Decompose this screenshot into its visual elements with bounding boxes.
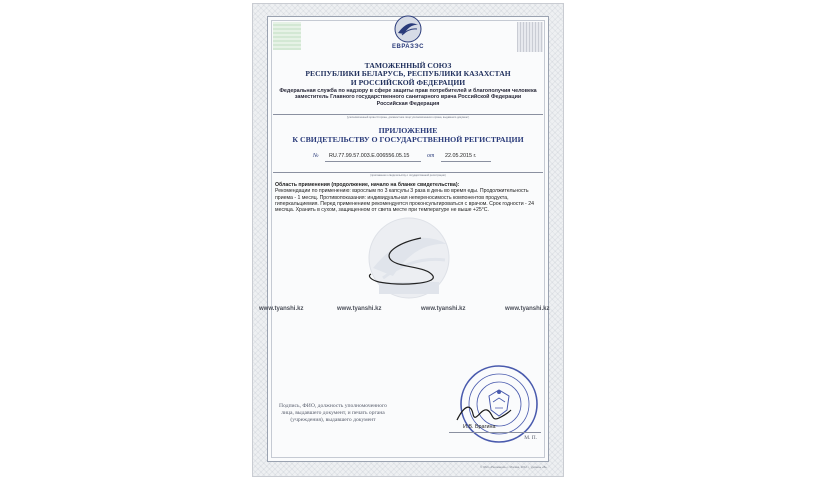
printer-note: © ЗАО «Реновация» г. Москва, 2012 г., уровень «В» — [480, 465, 547, 469]
title-line: ПРИЛОЖЕНИЕ — [378, 126, 438, 135]
union-line: И РОССИЙСКОЙ ФЕДЕРАЦИИ — [350, 77, 466, 87]
scope-text: Рекомендации по применению: взрослым по 3 капсулы 3 раза в день во время еды. Продолжительность приема - 1 месяц. Противопоказания: индивидуальная непереносимость компонентов продукта, гиперкальциемия. Перед применением рекомендуется проконсультироваться с врачом. Срок годности - 24 месяца. Хранить в сухом, защищенном от света месте при температуре не выше +25°С. — [275, 188, 534, 214]
signature-scribble-icon — [361, 232, 451, 292]
date-label: от — [427, 153, 435, 159]
agency-line: заместитель Главного государственного санитарного врача Российской Федерации — [294, 94, 522, 101]
hologram-corner-left — [273, 22, 301, 50]
certificate-sheet — [253, 4, 563, 476]
agency-line: Российская Федерация — [376, 100, 440, 107]
watermark-url: www.tyanshi.kz — [337, 306, 382, 312]
number-underline — [325, 161, 421, 162]
document-title — [253, 127, 563, 145]
watermark-url: www.tyanshi.kz — [421, 306, 466, 312]
signature-note: Подпись, ФИО, должность уполномоченного лица, выдавшего документ, и печать органа (учреждения), выдавшего документ — [279, 403, 387, 424]
divider — [273, 114, 543, 115]
registration-number: RU.77.99.57.003.Е.006556.05.15 — [329, 153, 410, 159]
agency-line: Федеральная служба по надзору в сфере защиты прав потребителей и благополучия человека — [279, 88, 537, 94]
union-line: ТАМОЖЕННЫЙ СОЮЗ — [364, 61, 452, 70]
eurasec-logo — [390, 14, 426, 50]
union-title — [253, 62, 563, 87]
watermark-url: www.tyanshi.kz — [505, 306, 550, 312]
agency-name — [253, 88, 563, 107]
title-line: К СВИДЕТЕЛЬСТВУ О ГОСУДАРСТВЕННОЙ РЕГИСТРАЦИИ — [292, 134, 524, 144]
seal-label: М. П. — [524, 435, 537, 441]
fine-print-authority: (уполномоченный орган Стороны, должностное лицо уполномоченного органа, выдавшего документ) — [346, 116, 470, 119]
union-line: РЕСПУБЛИКИ БЕЛАРУСЬ, РЕСПУБЛИКИ КАЗАХСТАН — [305, 69, 511, 79]
logo-text: ЕВРАЗЭС — [391, 44, 424, 50]
watermark-url: www.tyanshi.kz — [259, 306, 304, 312]
divider — [273, 172, 543, 173]
watermark-urls — [253, 306, 563, 316]
date-underline — [441, 161, 491, 162]
number-label: № — [313, 153, 319, 159]
hologram-corner-right — [517, 22, 543, 52]
signature-underline — [449, 432, 541, 433]
scope-heading: Область применения (продолжение, начало на бланке свидетельства): — [275, 182, 460, 188]
application-scope — [275, 182, 545, 213]
signer-name: И.В. Брагина — [463, 424, 496, 430]
eurasec-emblem-icon — [393, 14, 423, 44]
registration-date: 22.05.2015 г. — [445, 153, 477, 159]
fine-print-appendix: (приложение к свидетельству о государственной регистрации) — [370, 174, 446, 177]
